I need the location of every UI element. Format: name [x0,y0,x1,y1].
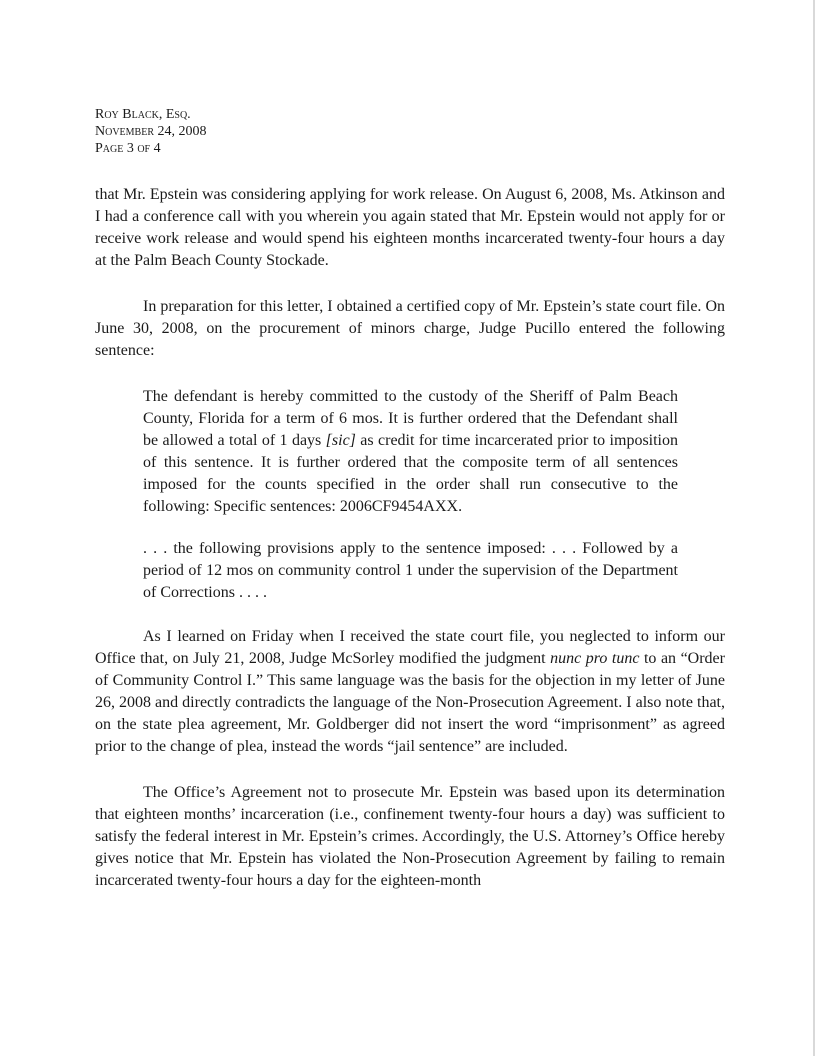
page-edge-shadow [813,0,815,1056]
paragraph-community-control-text-b: to an “Order of Community Control I.” This same language was the basis for the objection in my letter of June 26, 2008 and directly contradicts the language of the Non-Prosecution Agreement. I also note that, on the state plea agreement, Mr. Goldberger did not insert the word “imprisonment” as agreed prior to the change of plea, instead the words “jail sentence” are included. [95,650,725,755]
paragraph-continuation: that Mr. Epstein was considering applying for work release. On August 6, 2008, Ms. Atkinson and I had a conference call with you wherein you again stated that Mr. Epstein would not apply for or receive work release and would spend his eighteen months incarcerated twenty-four hours a day at the Palm Beach County Stockade. [95,186,725,269]
paragraph-community-control [95,626,725,758]
nunc-pro-tunc-phrase: nunc pro tunc [550,650,640,667]
quote-sentence-order [143,386,678,518]
date-line: November 24, 2008 [95,124,207,139]
quote-sentence-order-text-a: The defendant is hereby committed to the custody of the Sheriff of Palm Beach County, Florida for a term of 6 mos. It is further ordered that the Defendant shall be allowed a total of 1 days [143,388,678,449]
letter-header [95,106,207,157]
paragraph-community-control-text-a: As I learned on Friday when I received the state court file, you neglected to inform our Office that, on July 21, 2008, Judge McSorley modified the judgment [95,628,725,667]
recipient-line: Roy Black, Esq. [95,107,191,122]
block-quote-sentence [95,386,725,604]
paragraph-state-court-file: In preparation for this letter, I obtained a certified copy of Mr. Epstein’s state court file. On June 30, 2008, on the procurement of minors charge, Judge Pucillo entered the following sentence: [95,298,725,359]
page-number-line: Page 3 of 4 [95,141,161,156]
paragraph-violation-notice: The Office’s Agreement not to prosecute Mr. Epstein was based upon its determination that eighteen months’ incarceration (i.e., confinement twenty-four hours a day) was sufficient to satisfy the federal interest in Mr. Epstein’s crimes. Accordingly, the U.S. Attorney’s Office hereby gives notice that Mr. Epstein has violated the Non-Prosecution Agreement by failing to remain incarcerated twenty-four hours a day for the eighteen-month [95,784,725,889]
letter-body [95,184,725,916]
quote-provisions: . . . the following provisions apply to the sentence imposed: . . . Followed by a period of 12 mos on community control 1 under the supervision of the Department of Corrections . . . . [143,540,678,601]
quote-sentence-order-text-b: as credit for time incarcerated prior to imposition of this sentence. It is further ordered that the composite term of all sentences imposed for the counts specified in the order shall run consecutive to the following: Specific sentences: 2006CF9454AXX. [143,432,679,515]
sic-notation: [sic] [325,432,356,449]
